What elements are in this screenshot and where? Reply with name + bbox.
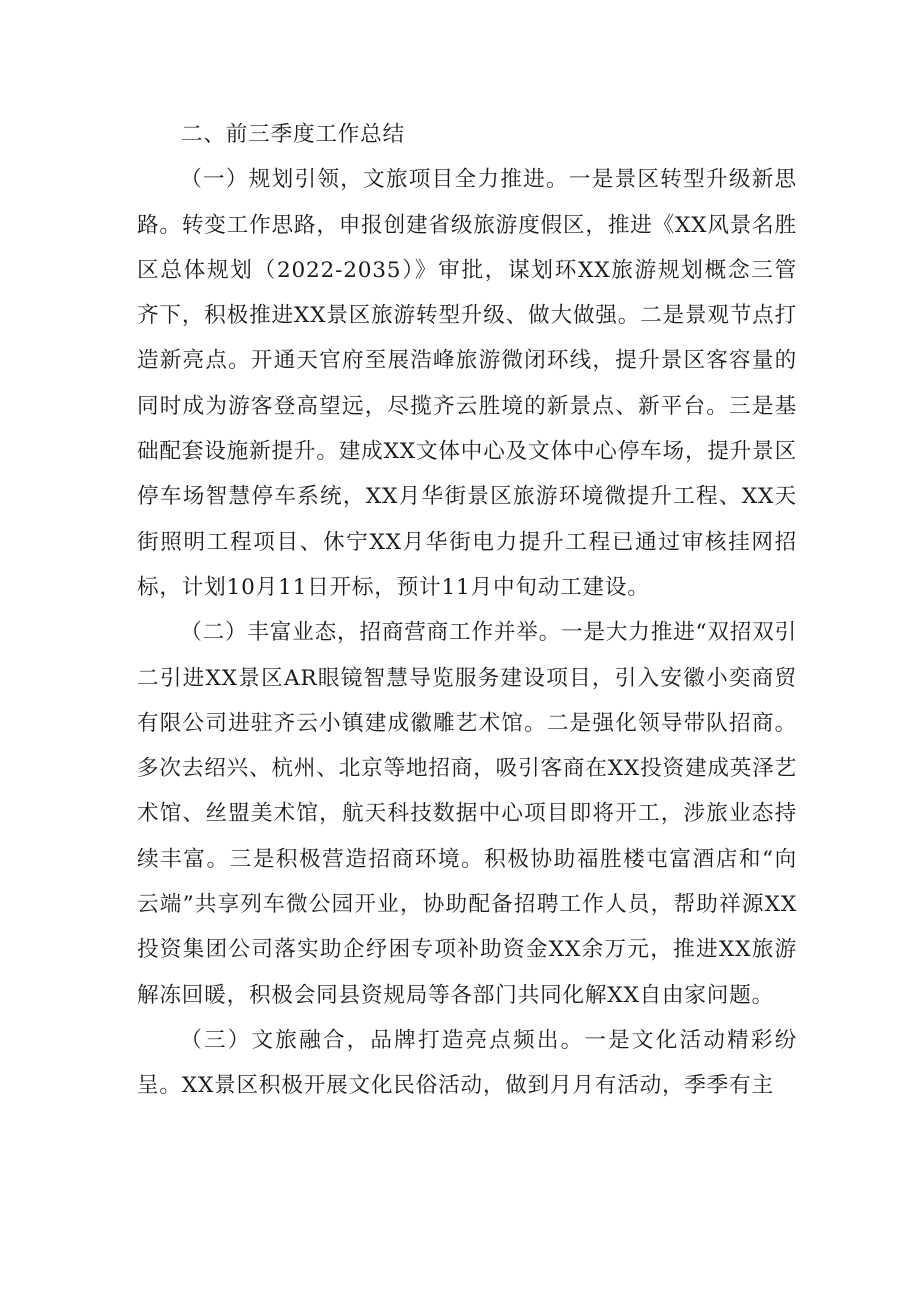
paragraph-planning-projects: （一）规划引领，文旅项目全力推进。一是景区转型升级新思路。转变工作思路，申报创建省级旅游度假区，推进《XX风景名胜区总体规划（2022-2035）》审批，谋划环XX旅游规划概念三管齐下，积极推进XX景区旅游转型升级、做大做强。二是景观节点打造新亮点。开通天官府至展浩峰旅游微闭环线，提升景区客容量的同时成为游客登高望远，尽揽齐云胜境的新景点、新平台。三是基础配套设施新提升。建成XX文体中心及文体中心停车场，提升景区停车场智慧停车系统，XX月华街景区旅游环境微提升工程、XX天街照明工程项目、休宁XX月华街电力提升工程已通过审核挂网招标，计划10月11日开标，预计11月中旬动工建设。: [137, 167, 797, 600]
section-heading: 二、前三季度工作总结: [181, 122, 405, 147]
paragraph-business-attraction: （二）丰富业态，招商营商工作并举。一是大力推进“双招双引二引进XX景区AR眼镜智慧导览服务建设项目，引入安徽小奕商贸有限公司进驻齐云小镇建成徽雕艺术馆。二是强化领导带队招商。多次去绍兴、杭州、北京等地招商，吸引客商在XX投资建成英泽艺术馆、丝盟美术馆，航天科技数据中心项目即将开工，涉旅业态持续丰富。三是积极营造招商环境。积极协助福胜楼屯富酒店和“向云端”共享列车微公园开业，协助配备招聘工作人员，帮助祥源XX投资集团公司落实助企纾困专项补助资金XX余万元，推进XX旅游解冻回暖，积极会同县资规局等各部门共同化解XX自由家问题。: [137, 620, 797, 1008]
paragraph-culture-tourism: （三）文旅融合，品牌打造亮点频出。一是文化活动精彩纷呈。XX景区积极开展文化民俗活动，做到月月有活动，季季有主: [137, 1027, 797, 1099]
document-body: [137, 112, 797, 1109]
